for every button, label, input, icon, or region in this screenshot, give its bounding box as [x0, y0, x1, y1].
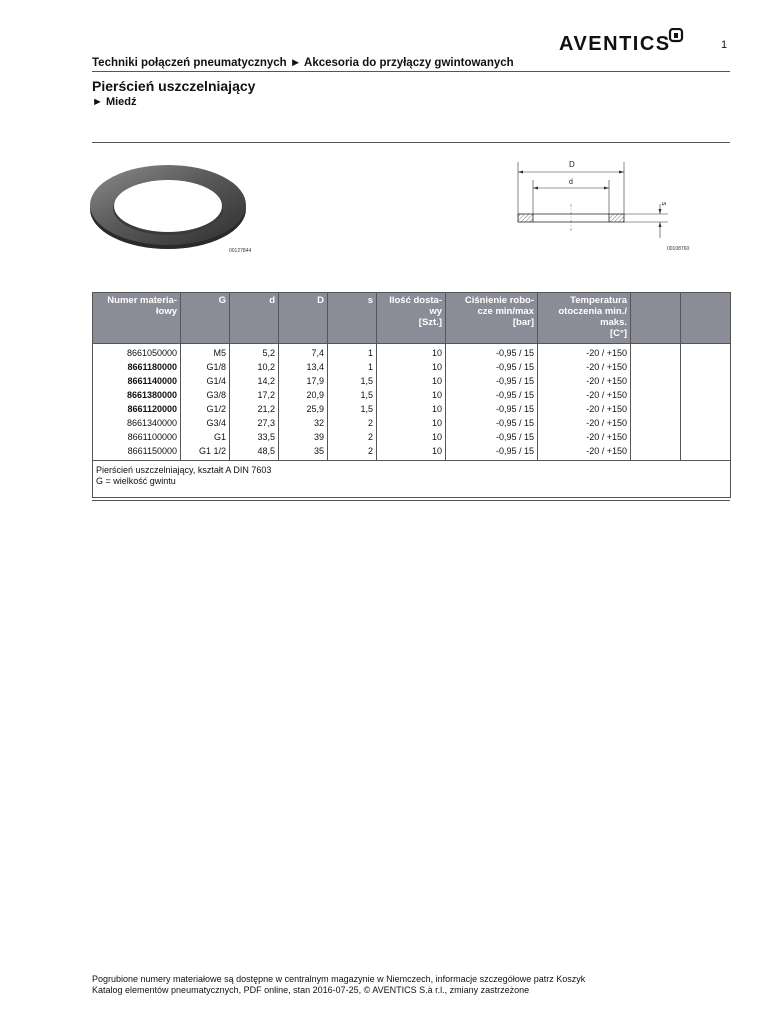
table-row: [93, 402, 731, 416]
table-row: [93, 444, 731, 461]
table-cell-G: G3/4: [181, 416, 230, 430]
table-cell-empty: [681, 344, 731, 361]
washer-drawing: [510, 152, 680, 244]
table-note: G = wielkość gwintu: [96, 476, 176, 486]
footer: [92, 974, 585, 996]
table-cell-pressure: -0,95 / 15: [446, 444, 538, 461]
table-cell-temp: -20 / +150: [538, 360, 631, 374]
table-row: [93, 388, 731, 402]
table-cell-pressure: -0,95 / 15: [446, 360, 538, 374]
table-cell-qty: 10: [377, 402, 446, 416]
table-cell-G: G1: [181, 430, 230, 444]
table-cell-empty: [631, 374, 681, 388]
table-row: [93, 374, 731, 388]
table-cell-temp: -20 / +150: [538, 388, 631, 402]
column-header: Temperatura otoczenia min./ maks. [C°]: [538, 293, 631, 344]
column-header: s: [328, 293, 377, 344]
column-header: d: [230, 293, 279, 344]
table-note: Pierścień uszczelniający, kształt A DIN 7603: [96, 465, 272, 475]
table-cell-D: 32: [279, 416, 328, 430]
dim-s-label: s: [660, 202, 667, 206]
table-cell-D: 17,9: [279, 374, 328, 388]
footer-line-2: Katalog elementów pneumatycznych, PDF online, stan 2016-07-25, © AVENTICS S.à r.l., zmiany zastrzeżone: [92, 985, 530, 995]
table-cell-empty: [631, 360, 681, 374]
breadcrumb: Techniki połączeń pneumatycznych ► Akcesoria do przyłączy gwintowanych: [92, 57, 514, 69]
table-cell-empty: [681, 360, 731, 374]
table-cell-s: 2: [328, 444, 377, 461]
table-cell-D: 39: [279, 430, 328, 444]
table-cell-pressure: -0,95 / 15: [446, 374, 538, 388]
table-cell-G: G1 1/2: [181, 444, 230, 461]
table-cell-temp: -20 / +150: [538, 416, 631, 430]
table-cell-empty: [681, 416, 731, 430]
washer-photo: [88, 162, 248, 252]
table-cell-d: 27,3: [230, 416, 279, 430]
column-header: D: [279, 293, 328, 344]
table-cell-d: 5,2: [230, 344, 279, 361]
table-cell-empty: [631, 416, 681, 430]
drawing-id: 00108760: [667, 246, 690, 252]
table-cell-part: 8661340000: [93, 416, 181, 430]
table-cell-pressure: -0,95 / 15: [446, 416, 538, 430]
table-cell-temp: -20 / +150: [538, 402, 631, 416]
table-cell-qty: 10: [377, 388, 446, 402]
footer-line-1: Pogrubione numery materiałowe są dostępne w centralnym magazynie w Niemczech, informacje szczegółowe patrz Koszyk: [92, 974, 586, 984]
table-cell-qty: 10: [377, 374, 446, 388]
table-cell-s: 1,5: [328, 388, 377, 402]
table-cell-G: G3/8: [181, 388, 230, 402]
table-cell-empty: [681, 444, 731, 461]
page-number: 1: [721, 39, 728, 51]
table-cell-empty: [681, 374, 731, 388]
table-cell-empty: [631, 402, 681, 416]
column-header: G: [181, 293, 230, 344]
table-cell-D: 20,9: [279, 388, 328, 402]
table-cell-part: 8661120000: [93, 402, 181, 416]
dim-D-label: D: [569, 160, 575, 169]
specs-table: [92, 292, 731, 498]
brand-name: AVENTICS: [559, 33, 671, 54]
table-cell-pressure: -0,95 / 15: [446, 430, 538, 444]
table-cell-pressure: -0,95 / 15: [446, 402, 538, 416]
table-cell-empty: [681, 402, 731, 416]
table-cell-G: G1/4: [181, 374, 230, 388]
table-cell-s: 2: [328, 416, 377, 430]
table-cell-pressure: -0,95 / 15: [446, 388, 538, 402]
table-cell-D: 7,4: [279, 344, 328, 361]
table-cell-empty: [631, 344, 681, 361]
table-cell-s: 2: [328, 430, 377, 444]
table-cell-qty: 10: [377, 430, 446, 444]
table-cell-empty: [631, 388, 681, 402]
table-row: [93, 344, 731, 361]
table-cell-qty: 10: [377, 444, 446, 461]
table-cell-D: 35: [279, 444, 328, 461]
table-cell-s: 1,5: [328, 402, 377, 416]
table-cell-s: 1,5: [328, 374, 377, 388]
table-cell-empty: [631, 444, 681, 461]
table-cell-part: 8661100000: [93, 430, 181, 444]
table-cell-s: 1: [328, 344, 377, 361]
table-cell-part: 8661140000: [93, 374, 181, 388]
column-header: Ciśnienie robo- cze min/max [bar]: [446, 293, 538, 344]
table-cell-D: 13,4: [279, 360, 328, 374]
header-divider: [92, 71, 730, 72]
table-header-row: [93, 293, 731, 344]
table-cell-empty: [681, 430, 731, 444]
table-cell-part: 8661150000: [93, 444, 181, 461]
table-cell-qty: 10: [377, 360, 446, 374]
table-cell-part: 8661380000: [93, 388, 181, 402]
table-cell-part: 8661050000: [93, 344, 181, 361]
table-cell-G: G1/2: [181, 402, 230, 416]
table-cell-s: 1: [328, 360, 377, 374]
table-row: [93, 416, 731, 430]
page-title: Pierścień uszczelniający: [92, 78, 256, 94]
column-header: [681, 293, 731, 344]
table-cell-qty: 10: [377, 344, 446, 361]
table-cell-temp: -20 / +150: [538, 374, 631, 388]
table-cell-temp: -20 / +150: [538, 444, 631, 461]
table-cell-temp: -20 / +150: [538, 430, 631, 444]
table-cell-empty: [631, 430, 681, 444]
dim-d-label: d: [569, 179, 573, 186]
table-cell-d: 10,2: [230, 360, 279, 374]
table-cell-G: M5: [181, 344, 230, 361]
table-cell-part: 8661180000: [93, 360, 181, 374]
table-cell-d: 14,2: [230, 374, 279, 388]
table-cell-pressure: -0,95 / 15: [446, 344, 538, 361]
table-notes-row: [93, 461, 731, 498]
table-cell-d: 21,2: [230, 402, 279, 416]
table-cell-empty: [681, 388, 731, 402]
table-cell-G: G1/8: [181, 360, 230, 374]
photo-id: 00127844: [229, 248, 252, 254]
page-subtitle: ► Miedź: [92, 96, 137, 108]
aventics-logo: [559, 28, 685, 54]
column-header: [631, 293, 681, 344]
table-row: [93, 430, 731, 444]
table-cell-temp: -20 / +150: [538, 344, 631, 361]
table-cell-d: 17,2: [230, 388, 279, 402]
section-divider: [92, 142, 730, 143]
column-header: Ilość dosta- wy [Szt.]: [377, 293, 446, 344]
table-cell-D: 25,9: [279, 402, 328, 416]
table-bottom-divider: [92, 500, 730, 501]
table-row: [93, 360, 731, 374]
table-cell-d: 48,5: [230, 444, 279, 461]
table-cell-qty: 10: [377, 416, 446, 430]
column-header: Numer materia- łowy: [93, 293, 181, 344]
table-cell-d: 33,5: [230, 430, 279, 444]
table-notes: [93, 461, 731, 498]
